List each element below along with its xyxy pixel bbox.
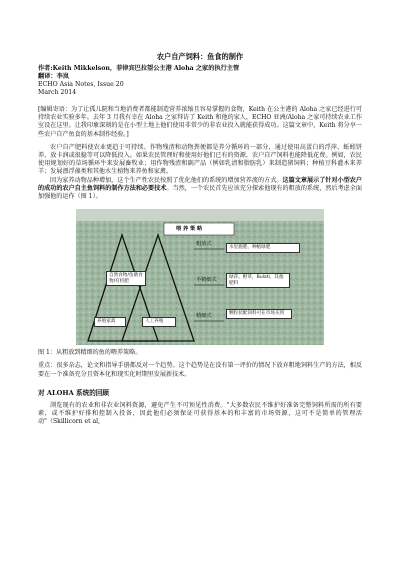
box-pellet-feed: 颗粒状配饲料可在市场买到 [226,309,292,319]
translator-name: 李岚 [56,73,69,80]
box-artificial-feeding: 人工养殖 [142,317,176,327]
document-page [38,52,362,426]
doc-title: 农户自产饲料：鱼食的制作 [156,52,244,61]
figure-caption: 图 1：从粗放到精细的鱼的喂养策略。 [38,349,142,357]
author-line [38,65,362,73]
paragraph-two-bold: 这篇文章展示了针对小型农户的成功的农户自主鱼饲料的制作方法和必要技术 [38,176,363,192]
figure-title: 喂 养 策 略 [176,226,203,233]
box-natural-food: 自然食物/鱼塘食物/有机肥 [106,271,146,286]
emphasis-paragraph: 重点：很多杂志，论文和指导手册都反对一个趋势。这个趋势是在没有第一评价的情况下放弃粗地饲料生产的方法，相反要在一个准备充分且资本化和现实化时期里发展新技术。 [38,362,362,378]
publication: ECHO Asia Notes, Issue 20 [38,81,124,88]
section-heading: 对 ALOHA 系统的回顾 [38,388,109,397]
translator-line [38,73,362,81]
box-fertilize-water: 水里施肥、种植绿肥 [226,243,300,253]
paragraph-two-a: 因为家养动物品种增加，这个生产性农民按照了优化他们的系统的增加营养流的方式。 [50,176,283,184]
label-extensive: 粗放式 [196,241,212,248]
figure-fish-feeding-strategy [76,209,324,345]
author-label: 作者: [38,65,53,72]
paragraph-review: 浏览现有的农业和非农业饲料资源，避免产生不可预见性消费。"大多数农民不维护好准备完整饲料所需的所有要素，或不维护好排和控制入投备，因此他们必须保证可获得基本的和丰富的市场资源，这可不是简单的管理活动"（Skillicorn et al, [38,401,362,426]
translator-label: 翻译： [38,73,57,80]
publication-date: March 2014 [38,89,77,96]
box-poultry: 养殖家禽 [94,317,126,327]
author-name: Keith Mikkelson，菲律宾巴拉望公主港 Aloha 之家的执行主管 [52,65,240,72]
editor-note: [编辑寄语：为了让孤儿院和当地消费者都能制造营养浓缩且容易掌握的食物，Keith 在公主港的 Aloha 之家已经进行可持续农业实验多年。去年 3 月我有幸在 Aloha 之家拜访了 Keith 和他的家人，ECHO 亚洲/Aloha 之家可持续农业工作室设在这里。让我印象深刻的是在小型土地上他们使用非常少的非农业投入就能获得成功。这篇文章中，Keith 将分享一些农户自产鱼食的基本制作经验。] [38,106,362,138]
paragraph-two-c: 。当然，一个农民首先应该充分探索他现有的粗放的系统，然后考虑全面加强他的运作（图 1）。 [38,184,363,201]
box-duckweed-feed: 绿萍、野草，Bulati，其他肥料 [226,273,290,288]
paragraph-two [38,177,362,202]
label-semi-intensive: 半精细式 [196,277,217,284]
paragraph-intro: 农户自产肥料使农业更趋于可持续。作物残渣和动物粪便都是养分循环的一部分，通过使用高蛋白的浮萍、蚯蚓饼养，放卡润或很稳等可以降低投入。如果农民管理好和使用好他们已有的资源，农户自产饲料也能降低花费。例如，农民使用规划好的草场循环牛来发展畜牧业；用作物残渣和副产品（例如乳清和脂肪乳）来制造猪饲料；种植豆科灌木来养羊；发展漂浮藻类和其他水生植物来养鱼和家禽。 [38,143,362,176]
label-intensive: 精细式 [196,313,212,320]
